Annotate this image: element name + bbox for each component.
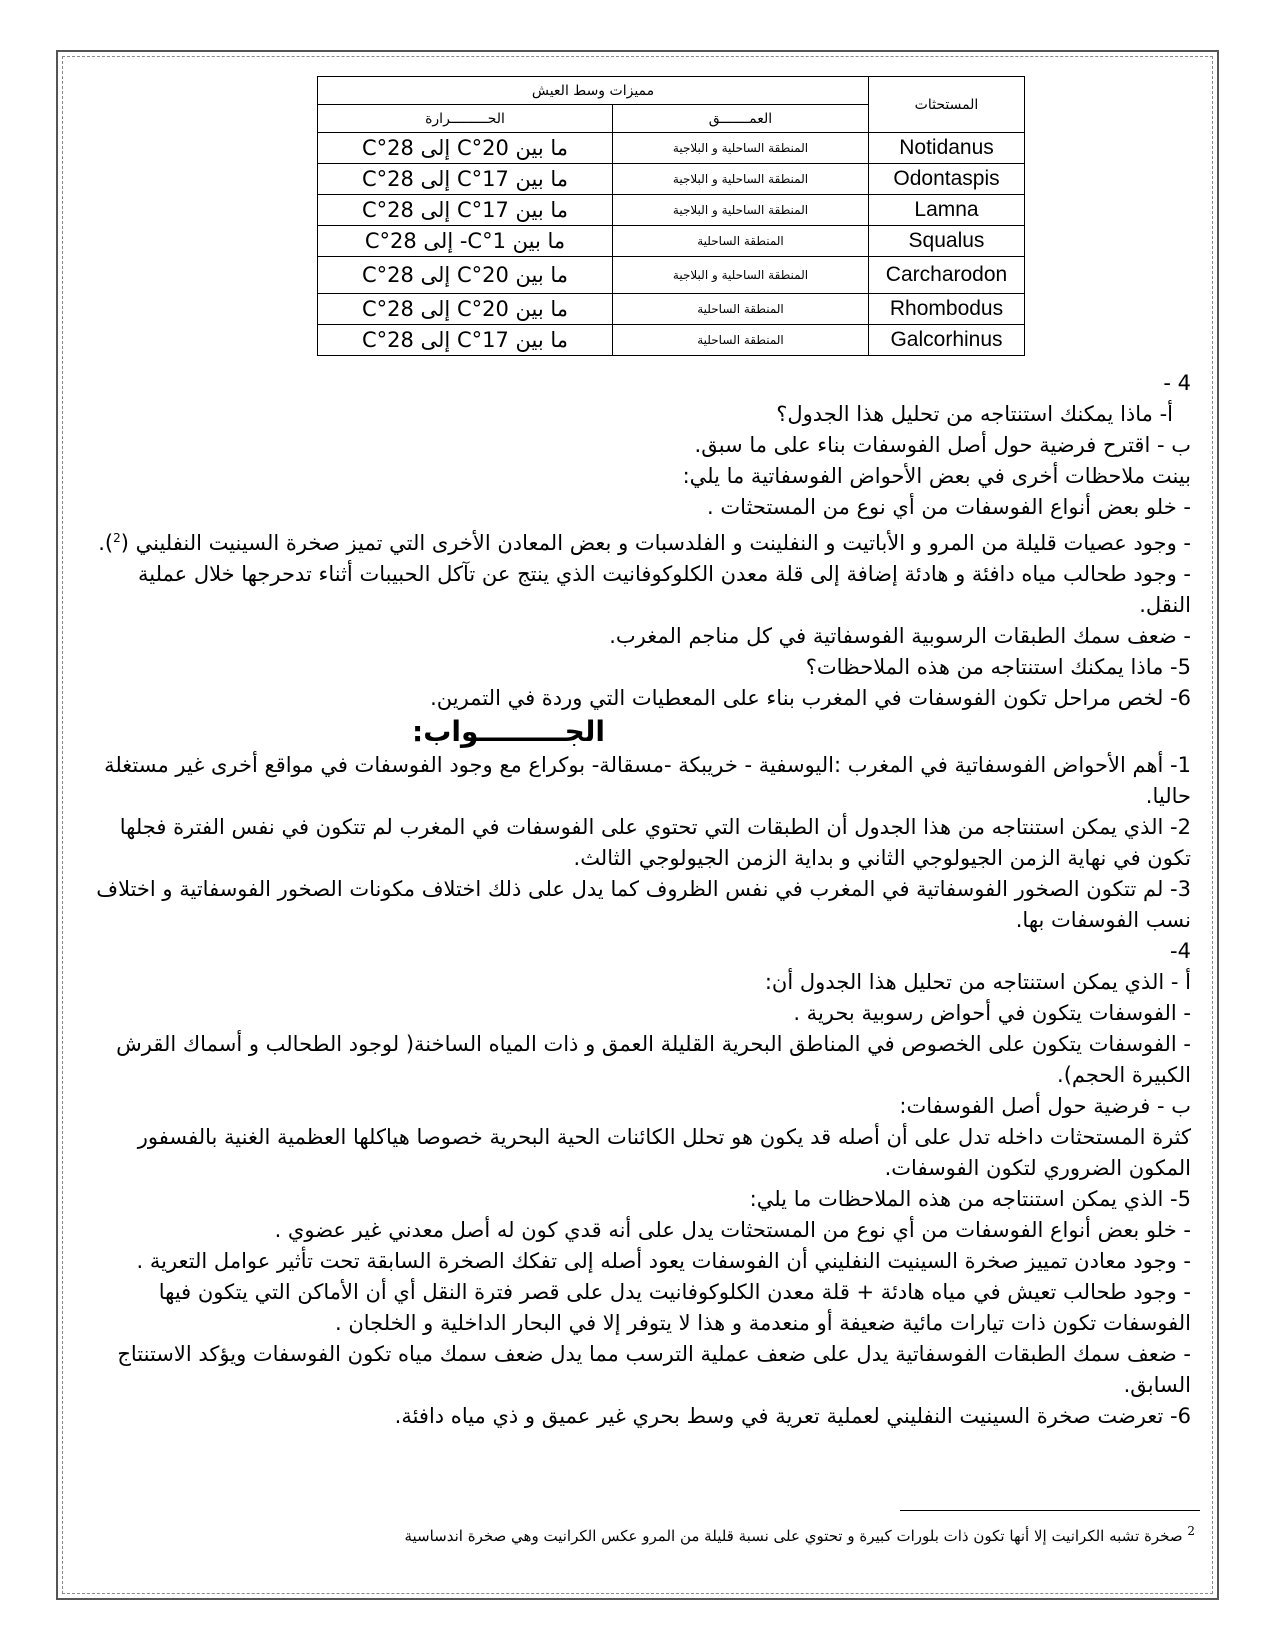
observation-1: - خلو بعض أنواع الفوسفات من أي نوع من المستحثات . xyxy=(707,495,1191,519)
answer-1: 1- أهم الأحواض الفوسفاتية في المغرب :اليوسفية - خريبكة -مسقالة- بوكراع مع وجود الفوسفات في مواقع أخرى غير مستغلة حاليا. xyxy=(104,753,1191,808)
observation-2-text: - وجود عصيات قليلة من المرو و الأباتيت و النفلينت و الفلدسبات و بعض المعادن الأخرى التي تميز صخرة السينيت النفليني ( xyxy=(120,531,1191,555)
observation-4: - ضعف سمك الطبقات الرسوبية الفوسفاتية في كل مناجم المغرب. xyxy=(609,624,1191,648)
question-4: 4 - xyxy=(1163,371,1191,395)
fossil-table xyxy=(317,76,1025,356)
answer-4b-text: كثرة المستحثات داخله تدل على أن أصله قد يكون هو تحلل الكائنات الحية البحرية خصوصا هياكلها العظمية الغنية بالفسفور المكون الضروري لتكون الفوسفات. xyxy=(137,1125,1191,1180)
answer-5-4: - ضعف سمك الطبقات الفوسفاتية يدل على ضعف عملية الترسب مما يدل ضعف سمك مياه تكون الفوسفات ويؤكد الاستنتاج السابق. xyxy=(117,1342,1191,1397)
answer-4a-intro: أ - الذي يمكن استنتاجه من تحليل هذا الجدول أن: xyxy=(764,970,1191,994)
table-row xyxy=(318,133,1025,164)
depth-cell: المنطقة الساحلية و البلاجية xyxy=(613,164,869,195)
header-fossils: المستحثات xyxy=(869,77,1025,133)
table-row xyxy=(318,325,1025,356)
answer-4b-intro: ب - فرضية حول أصل الفوسفات: xyxy=(899,1094,1191,1118)
genus-cell: Odontaspis xyxy=(869,164,1025,195)
answer-4: 4- xyxy=(1170,939,1191,963)
temperature-cell: ما بين 20°C إلى 28°C xyxy=(318,133,613,164)
temperature-cell: ما بين 17°C إلى 28°C xyxy=(318,195,613,226)
footnote xyxy=(100,1520,1195,1547)
genus-cell: Galcorhinus xyxy=(869,325,1025,356)
temperature-cell: ما بين 17°C إلى 28°C xyxy=(318,164,613,195)
question-5: 5- ماذا يمكنك استنتاجه من هذه الملاحظات؟ xyxy=(805,655,1191,679)
answer-4a-1: - الفوسفات يتكون في أحواض رسوبية بحرية . xyxy=(793,1001,1191,1025)
answer-4a-2: - الفوسفات يتكون على الخصوص في المناطق البحرية القليلة العمق و ذات المياه الساخنة( لوجود الطحالب و أسماك القرش الكبيرة الحجم). xyxy=(116,1032,1191,1087)
header-habitat: مميزات وسط العيش xyxy=(318,77,869,105)
footnote-text: صخرة تشبه الكرانيت إلا أنها تكون ذات بلورات كبيرة و تحتوي على نسبة قليلة من المرو عكس الكرانيت وهي صخرة اندساسية xyxy=(404,1527,1183,1545)
temperature-cell: ما بين 20°C إلى 28°C xyxy=(318,257,613,294)
table-row xyxy=(318,257,1025,294)
table-row xyxy=(318,226,1025,257)
depth-cell: المنطقة الساحلية و البلاجية xyxy=(613,195,869,226)
observations-intro: بينت ملاحظات أخرى في بعض الأحواض الفوسفاتية ما يلي: xyxy=(682,464,1191,488)
answer-5-3: - وجود طحالب تعيش في مياه هادئة + قلة معدن الكلوكوفانيت يدل على قصر فترة النقل أي أن الأماكن التي يتكون فيها الفوسفات تكون ذات تيارات مائية ضعيفة أو منعدمة و هذا لا يتوفر إلا في البحار الداخلية و الخلجان . xyxy=(158,1280,1191,1335)
depth-cell: المنطقة الساحلية xyxy=(613,325,869,356)
depth-cell: المنطقة الساحلية xyxy=(613,294,869,325)
observation-2 xyxy=(86,523,1191,559)
answer-2: 2- الذي يمكن استنتاجه من هذا الجدول أن الطبقات التي تحتوي على الفوسفات في المغرب لم تتكون في نفس الفترة فجلها تكون في نهاية الزمن الجيولوجي الثاني و بداية الزمن الجيولوجي الثالث. xyxy=(119,815,1191,870)
question-6: 6- لخص مراحل تكون الفوسفات في المغرب بناء على المعطيات التي وردة في التمرين. xyxy=(430,686,1191,710)
genus-cell: Squalus xyxy=(869,226,1025,257)
header-depth: العمـــــــق xyxy=(613,105,869,133)
footnote-ref: 2 xyxy=(113,531,121,545)
question-4b: ب - اقترح فرضية حول أصل الفوسفات بناء على ما سبق. xyxy=(694,433,1191,457)
question-4a: أ- ماذا يمكنك استنتاجه من تحليل هذا الجدول؟ xyxy=(776,402,1173,426)
table-row xyxy=(318,294,1025,325)
table-row xyxy=(318,195,1025,226)
footnote-marker: 2 xyxy=(1187,1524,1195,1538)
observation-3: - وجود طحالب مياه دافئة و هادئة إضافة إلى قلة معدن الكلوكوفانيت الذي ينتج عن تآكل الحبيبات أثناء تدحرجها خلال عملية النقل. xyxy=(137,562,1191,617)
answer-5-intro: 5- الذي يمكن استنتاجه من هذه الملاحظات ما يلي: xyxy=(749,1187,1191,1211)
footnote-separator xyxy=(900,1510,1200,1511)
temperature-cell: ما بين 1°C- إلى 28°C xyxy=(318,226,613,257)
genus-cell: Carcharodon xyxy=(869,257,1025,294)
observation-2-end: ). xyxy=(98,531,114,555)
answer-3: 3- لم تتكون الصخور الفوسفاتية في المغرب في نفس الظروف كما يدل على ذلك اختلاف مكونات الصخور الفوسفاتية و اختلاف نسب الفوسفات بها. xyxy=(96,877,1191,932)
depth-cell: المنطقة الساحلية و البلاجية xyxy=(613,133,869,164)
depth-cell: المنطقة الساحلية xyxy=(613,226,869,257)
temperature-cell: ما بين 20°C إلى 28°C xyxy=(318,294,613,325)
header-temperature: الحـــــــــرارة xyxy=(318,105,613,133)
answer-5-1: - خلو بعض أنواع الفوسفات من أي نوع من المستحثات يدل على أنه قدي كون له أصل معدني غير عضوي . xyxy=(274,1218,1191,1242)
answer-6: 6- تعرضت صخرة السينيت النفليني لعملية تعرية في وسط بحري غير عميق و ذي مياه دافئة. xyxy=(394,1404,1191,1428)
depth-cell: المنطقة الساحلية و البلاجية xyxy=(613,257,869,294)
answer-title: الجـــــــــواب: xyxy=(412,715,605,748)
genus-cell: Lamna xyxy=(869,195,1025,226)
temperature-cell: ما بين 17°C إلى 28°C xyxy=(318,325,613,356)
answer-5-2: - وجود معادن تمييز صخرة السينيت النفليني أن الفوسفات يعود أصله إلى تفكك الصخرة السابقة تحت تأثير عوامل التعرية . xyxy=(136,1249,1191,1273)
table-row xyxy=(318,164,1025,195)
genus-cell: Rhombodus xyxy=(869,294,1025,325)
table-header-row xyxy=(318,77,1025,105)
genus-cell: Notidanus xyxy=(869,133,1025,164)
exercise-text xyxy=(86,368,1191,1432)
